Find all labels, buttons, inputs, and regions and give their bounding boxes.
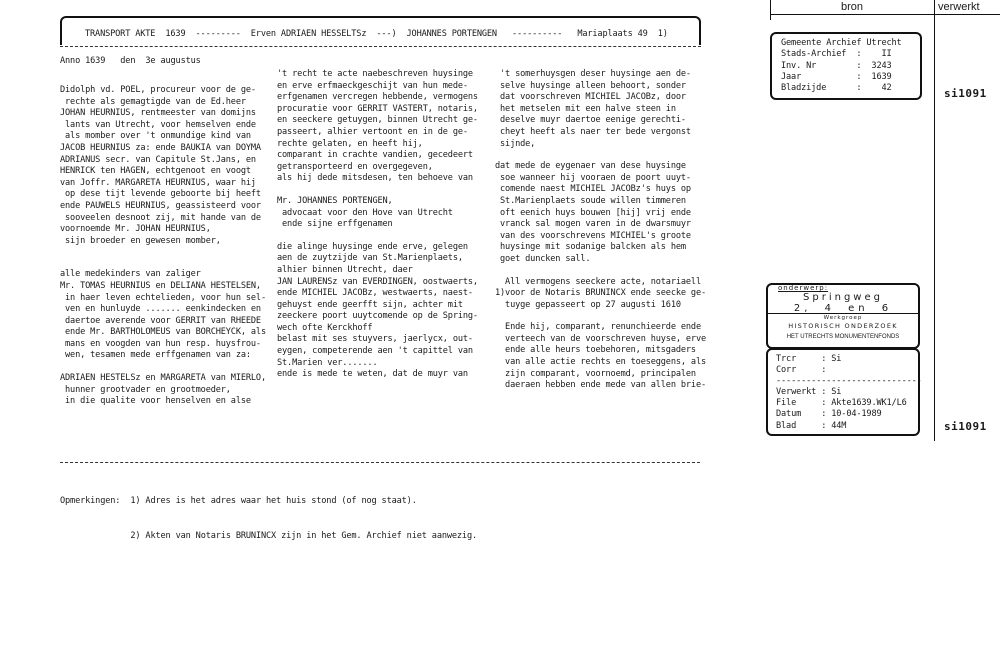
si-code: si1091 (944, 87, 987, 100)
info-line: Trcr : Si (776, 354, 842, 364)
text-line: rechte als gemagtigde van de Ed.heer (60, 96, 246, 107)
text-column-3 (495, 69, 706, 392)
dashed-divider (60, 462, 700, 463)
text-line: JOHAN HEURNIUS, rentmeester van domijns (60, 108, 256, 119)
text-line: goet duncken sall. (495, 253, 591, 264)
text-line: ende PAUWELS HEURNIUS, geassisteerd voor (60, 200, 261, 211)
workgroup-name: HISTORISCH ONDERZOEK (788, 322, 898, 330)
text-line: 't somerhuysgen deser huysinge aen de- (495, 69, 691, 79)
si-code: si1091 (944, 420, 987, 433)
text-line: Ende hij, comparant, renunchieerde ende (495, 322, 701, 333)
text-line: van des voorschrevens MICHIEL's groote (495, 230, 691, 241)
text-line: Mr. TOMAS HEURNIUS en DELIANA HESTELSEN, (60, 280, 261, 291)
text-line: soe wanneer hij vooraen de poort uuyt- (495, 172, 691, 183)
text-line: advocaat voor den Hove van Utrecht (277, 207, 453, 218)
text-line: daeraen hebben ende mede van allen brie- (495, 380, 707, 391)
text-line: getransporteerd en overgegeven, (277, 161, 433, 172)
text-line: selve huysinge alleen behoort, sonder (495, 80, 686, 91)
workgroup-label: Werkgroep (823, 315, 863, 321)
text-line: sijnde, (495, 138, 536, 149)
text-line: ende is mede te weten, dat de muyr van (277, 369, 468, 380)
text-column-1 (60, 85, 266, 408)
text-line: tuyge gepasseert op 27 augusti 1610 (495, 299, 681, 310)
text-line: aen de zuytzijde van St.Marienplaets, (277, 253, 463, 264)
text-line: gehuyst ende geerfft sijn, achter mit (277, 299, 463, 310)
text-line: alhier binnen Utrecht, daer (277, 264, 413, 275)
archive-line: Jaar : 1639 (781, 71, 892, 82)
text-line: ADRIAEN HESTELSz en MARGARETA van MIERLO, (60, 373, 266, 384)
info-line: Datum : 10-04-1989 (776, 409, 882, 420)
archive-line: Gemeente Archief Utrecht (781, 38, 902, 48)
text-line: in die qualite voor henselven en alse (60, 396, 251, 407)
text-line: belast mit ses stuyvers, jaerlycx, out- (277, 334, 473, 345)
remark-item: 2) Akten van Notaris BRUNINCX zijn in het Gem. Archief niet aanwezig. (130, 530, 478, 541)
text-line: ende sijne erffgenamen (277, 219, 393, 230)
text-line: St.Marienplaets soude willen timmeren (495, 195, 686, 206)
text-line: van alle actie rechts en toeseggens, als (495, 357, 707, 368)
processing-stamp (776, 354, 922, 432)
text-line: zijn comparant, voornoemd, principalen (495, 368, 696, 379)
text-line (277, 231, 478, 242)
text-line: HENRICK ten HAGEN, echtgenoot en voogt (60, 166, 251, 177)
text-line (277, 185, 478, 196)
text-line: All vermogens seeckere acte, notariaell (495, 276, 701, 287)
text-line: dat voorschreven MICHIEL JACOBz, door (495, 92, 686, 103)
text-line: het metselen mit een halve steen in (495, 103, 676, 114)
text-line: 1)voor de Notaris BRUNINCX ende seecke ge- (495, 288, 707, 299)
text-line: als momber over 't onmundige kind van (60, 131, 251, 142)
subject-street: Springweg (803, 292, 883, 303)
text-line: ven en hunluyde ....... eenkindecken en (60, 304, 261, 315)
text-line: ADRIANUS secr. van Capitule St.Jans, en (60, 154, 256, 165)
text-line: verteech van de voorschreven huyse, erve (495, 333, 707, 344)
text-line (495, 266, 706, 277)
text-line: daertoe averende voor GERRIT van RHEEDE (60, 315, 261, 326)
info-line: ----------------------------- (776, 376, 922, 387)
info-line: Corr : (776, 365, 827, 376)
text-line: deselve muyr daertoe eenige gerechti- (495, 115, 686, 126)
text-line: van Joffr. MARGARETA HEURNIUS, waar hij (60, 177, 256, 188)
text-line: eygen, competerende aen 't capittel van (277, 346, 473, 357)
archive-line: Inv. Nr : 3243 (781, 60, 892, 71)
verwerkt-header: verwerkt (938, 1, 980, 13)
archive-line: Bladzijde : 42 (781, 83, 892, 94)
text-line: op dese tijt levende geboorte bij heeft (60, 189, 261, 200)
info-line: File : Akte1639.WK1/L6 (776, 398, 907, 409)
info-line: Verwerkt : Si (776, 387, 842, 398)
info-line: Blad : 44M (776, 420, 847, 431)
panel-header-rule (770, 14, 1000, 15)
archive-line: Stads-Archief : II (781, 49, 892, 60)
text-line: dat mede de eygenaer van dese huysinge (495, 161, 686, 172)
text-line: passeert, alhier vertoont en in de ge- (277, 126, 468, 137)
text-line: alle medekinders van zaliger (60, 269, 201, 280)
subject-numbers: 2, 4 en 6 (793, 303, 893, 314)
text-line: zeeckere poort uuytcomende op de Spring- (277, 311, 478, 322)
remarks (60, 473, 477, 554)
text-line: hunner grootvader en grootmoeder, (60, 384, 231, 395)
text-line: als hij dede mitsdesen, ten behoeve van (277, 173, 473, 184)
text-line: die alinge huysinge ende erve, gelegen (277, 241, 468, 252)
text-line: comparant in crachte vandien, gecedeert (277, 150, 473, 161)
text-line: comende naest MICHIEL JACOBz's huys op (495, 184, 691, 195)
text-line: en seeckere getuygen, binnen Utrecht ge- (277, 115, 478, 126)
text-line (495, 311, 706, 322)
text-line: 't recht te acte naebeschreven huysinge (277, 69, 473, 79)
remark-item: 1) Adres is het adres waar het huis stond (of nog staat). (130, 496, 417, 507)
text-line: wen, tesamen mede erffgenamen van za: (60, 350, 251, 361)
text-line: Mr. JOHANNES PORTENGEN, (277, 195, 393, 206)
archive-stamp (781, 38, 902, 94)
date-line: Anno 1639 den 3e augustus (60, 56, 201, 66)
text-line: St.Marien ver....... (277, 357, 378, 368)
text-line: voornoemde Mr. JOHAN HEURNIUS, (60, 224, 211, 235)
remarks-label: Opmerkingen: (60, 496, 121, 507)
text-line: oft eenich huys bouwen [hij] vrij ende (495, 207, 691, 218)
text-line: procuratie voor GERRIT VASTERT, notaris, (277, 103, 478, 114)
text-column-2 (277, 69, 478, 381)
text-line: JACOB HEURNIUS za: ende BAUKIA van DOYMA (60, 142, 261, 153)
fonds-name: HET UTRECHTS MONUMENTENFONDS (786, 334, 900, 340)
text-line: en erve erfmaeckgeschijt van hun mede- (277, 80, 468, 91)
document-title: TRANSPORT AKTE 1639 --------- Erven ADRIAEN HESSELTSz ---) JOHANNES PORTENGEN ---------- Mariaplaats 49 1) (85, 29, 668, 39)
text-line: mans en voogden van hun resp. huysfrou- (60, 338, 261, 349)
text-line: wech ofte Kerckhoff (277, 322, 373, 333)
text-line: Didolph vd. POEL, procureur voor de ge- (60, 85, 256, 95)
text-line: in haer leven echtelieden, voor hun sel- (60, 292, 266, 303)
text-line: lants van Utrecht, voor hemselven ende (60, 119, 256, 130)
text-line: rechte gelaten, en heeft hij, (277, 138, 423, 149)
text-line: ende MICHIEL JACOBz, westwaerts, naest- (277, 288, 473, 299)
panel-column-divider (934, 0, 935, 441)
text-line: sooveelen desnoot zij, mit hande van de (60, 212, 261, 223)
text-line: JAN LAURENSz van EVERDINGEN, oostwaerts, (277, 276, 478, 287)
bron-header: bron (840, 1, 864, 13)
text-line: vranck sal mogen varen in de dwarsmuyr (495, 219, 691, 230)
text-line: ende alle heurs toebehoren, mitsgaders (495, 345, 696, 356)
text-line (495, 150, 706, 161)
text-line (60, 258, 266, 269)
text-line: sijn broeder en gewesen momber, (60, 235, 221, 246)
text-line (60, 362, 266, 373)
text-line (60, 247, 266, 258)
text-line: huysinge mit sodanige balcken als hem (495, 242, 686, 253)
subject-label: onderwerp: (778, 284, 829, 292)
text-line: cheyt heeft als naer ter bede vergonst (495, 126, 691, 137)
text-line: ende Mr. BARTHOLOMEUS van BORCHEYCK, als (60, 327, 266, 338)
text-line: erfgenamen vercregen hebbende, vermogens (277, 92, 478, 103)
